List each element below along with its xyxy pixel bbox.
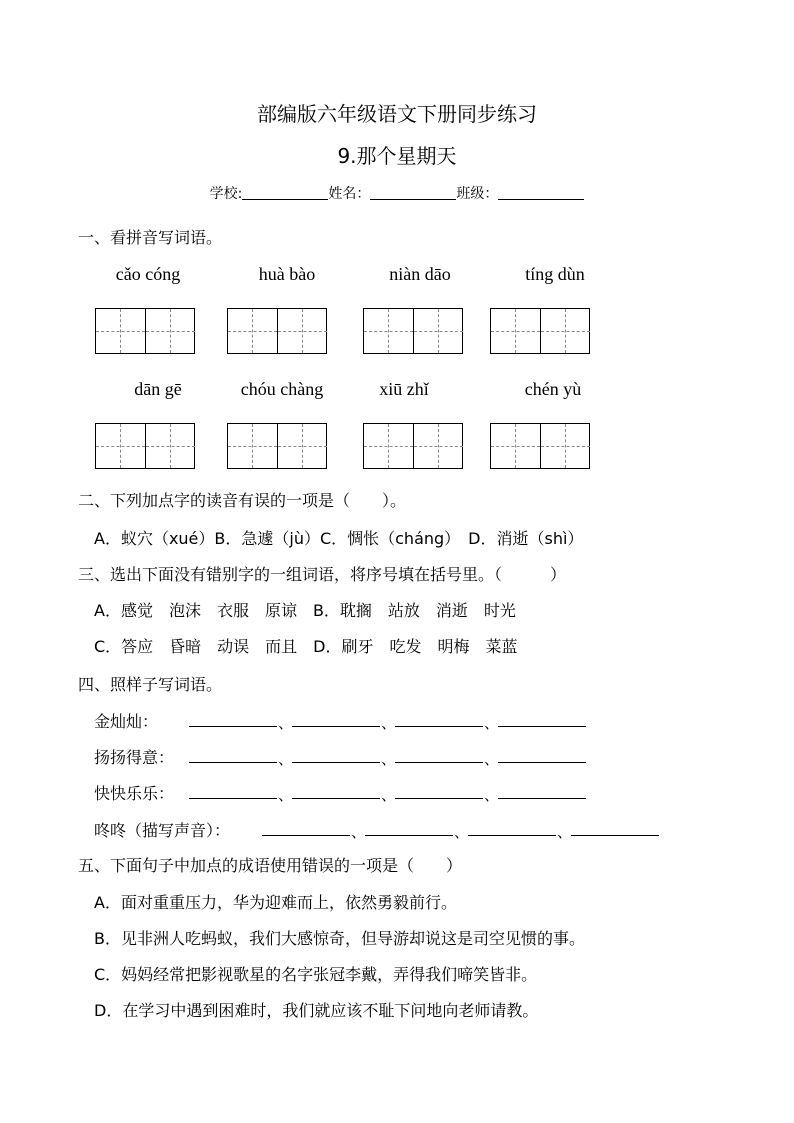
section5-option-d: D．在学习中遇到困难时，我们就应该不耻下问地向老师请教。 [94,1001,539,1020]
pinyin-4: tíng dùn [525,264,585,284]
answer-blank[interactable] [189,798,277,799]
writing-grid[interactable] [95,423,195,469]
answer-blank[interactable] [189,762,277,763]
section1-heading: 一、看拼音写词语。 [78,228,223,247]
section3-options-line1: A．感觉 泡沫 衣服 原谅 B．耽搁 站放 消逝 时光 [94,601,516,620]
pinyin-1: cǎo cóng [115,264,181,284]
separator: 、 [351,823,367,841]
answer-blank[interactable] [189,726,277,727]
separator: 、 [484,750,500,768]
section2-options: A．蚁穴（xué）B．急遽（jù）C．惆怅（cháng） D．消逝（shì） [94,529,584,548]
separator: 、 [454,823,470,841]
separator: 、 [278,714,294,732]
answer-blank[interactable] [292,798,380,799]
writing-grid[interactable] [227,308,327,354]
school-label: 学校: [209,186,243,202]
separator: 、 [381,714,397,732]
example-word-4: 咚咚（描写声音）： [94,821,231,840]
answer-blank[interactable] [395,798,483,799]
page-title: 部编版六年级语文下册同步练习 [257,102,537,126]
lesson-title: 9.那个星期天 [337,144,457,168]
class-blank[interactable] [498,185,584,200]
answer-blank[interactable] [365,835,453,836]
answer-blank[interactable] [395,726,483,727]
writing-grid[interactable] [95,308,195,354]
answer-blank[interactable] [498,762,586,763]
name-label: 姓名： [328,186,371,202]
answer-blank[interactable] [468,835,556,836]
example-word-1: 金灿灿： [94,712,159,731]
pinyin-8: chén yù [524,379,582,399]
answer-blank[interactable] [292,762,380,763]
section3-options-line2: C．答应 昏暗 动误 而且 D．刷牙 吃发 明梅 菜蓝 [94,637,518,656]
writing-grid[interactable] [363,423,463,469]
section5-option-a: A．面对重重压力，华为迎难而上，依然勇毅前行。 [94,893,457,912]
separator: 、 [484,714,500,732]
pinyin-7: xiū zhǐ [379,379,429,399]
answer-blank[interactable] [262,835,350,836]
writing-grid[interactable] [490,308,590,354]
answer-blank[interactable] [571,835,659,836]
section2-heading: 二、下列加点字的读音有误的一项是（ ）。 [78,491,407,510]
answer-blank[interactable] [395,762,483,763]
separator: 、 [381,750,397,768]
class-label: 班级： [456,186,499,202]
example-word-2: 扬扬得意： [94,748,175,767]
separator: 、 [484,786,500,804]
answer-blank[interactable] [498,726,586,727]
writing-grid[interactable] [363,308,463,354]
answer-blank[interactable] [498,798,586,799]
pinyin-5: dān gē [134,379,182,399]
name-blank[interactable] [370,185,456,200]
section5-heading: 五、下面句子中加点的成语使用错误的一项是（ ） [78,856,463,875]
separator: 、 [278,786,294,804]
separator: 、 [278,750,294,768]
pinyin-6: chóu chàng [240,379,324,399]
student-info-line [0,183,794,203]
section3-heading: 三、选出下面没有错别字的一组词语，将序号填在括号里。（ ） [78,565,567,584]
section4-heading: 四、照样子写词语。 [78,675,223,694]
writing-grid[interactable] [490,423,590,469]
section5-option-b: B．见非洲人吃蚂蚁，我们大感惊奇，但导游却说这是司空见惯的事。 [94,929,585,948]
separator: 、 [381,786,397,804]
pinyin-3: niàn dāo [389,264,451,284]
pinyin-2: huà bào [258,264,316,284]
answer-blank[interactable] [292,726,380,727]
writing-grid[interactable] [227,423,327,469]
section5-option-c: C．妈妈经常把影视歌星的名字张冠李戴，弄得我们啼笑皆非。 [94,965,538,984]
school-blank[interactable] [242,185,328,200]
separator: 、 [557,823,573,841]
example-word-3: 快快乐乐： [94,784,175,803]
